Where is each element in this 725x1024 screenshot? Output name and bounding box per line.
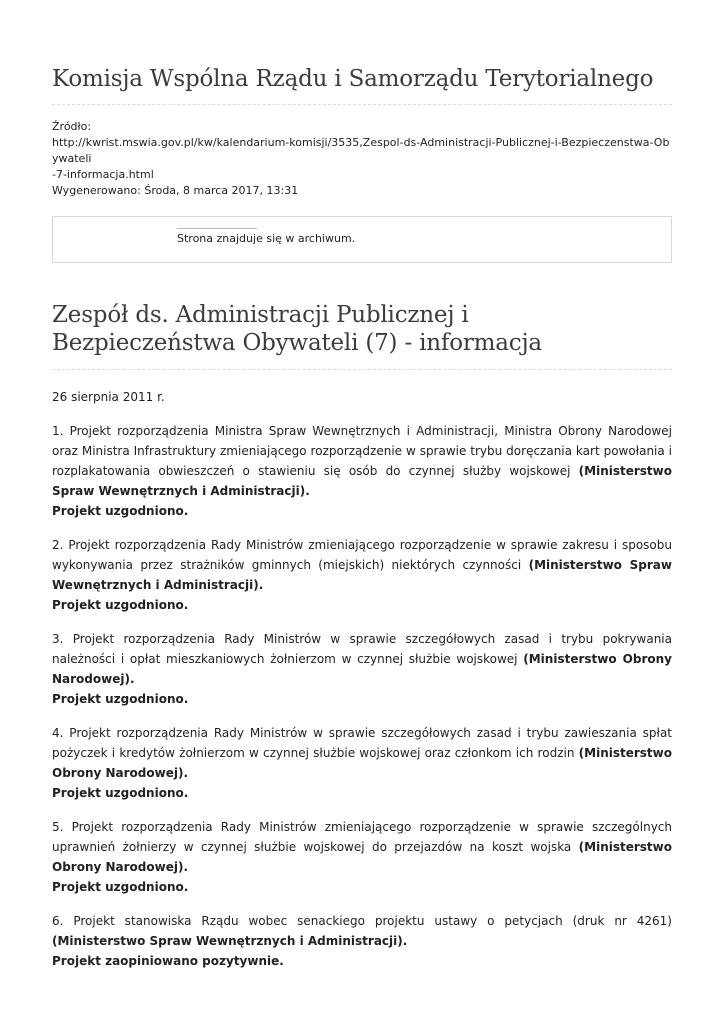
- site-title: Komisja Wspólna Rządu i Samorządu Terytorialnego: [52, 66, 654, 92]
- agenda-item-text: 3. Projekt rozporządzenia Rady Ministrów w sprawie szczegółowych zasad i trybu pokrywania należności i opłat mieszkaniowych żołnierzom w czynnej służbie wojskowej: [52, 632, 672, 666]
- agenda-item-ministry: (Ministerstwo Obrony Narodowej).: [52, 652, 672, 686]
- source-meta: [52, 119, 672, 199]
- agenda-item: [52, 817, 672, 897]
- agenda-item-result: Projekt uzgodniono.: [52, 504, 189, 518]
- article-divider: [52, 369, 672, 370]
- agenda-item-text: 6. Projekt stanowiska Rządu wobec senackiego projektu ustawy o petycjach (druk nr 4261): [52, 914, 672, 928]
- agenda-item: [52, 723, 672, 803]
- agenda-item-ministry: (Ministerstwo Spraw Wewnętrznych i Administracji).: [52, 934, 408, 948]
- agenda-item-ministry: (Ministerstwo Spraw Wewnętrznych i Administracji).: [52, 464, 672, 498]
- agenda-item-text: 4. Projekt rozporządzenia Rady Ministrów w sprawie szczegółowych zasad i trybu zawieszania spłat pożyczek i kredytów żołnierzom w czynnej służbie wojskowej oraz członkom ich rodzin: [52, 726, 672, 760]
- page: [52, 0, 672, 985]
- source-url-line1[interactable]: http://kwrist.mswia.gov.pl/kw/kalendarium-komisji/3535,Zespol-ds-Administracji-Publicznej-i-Bezpieczenstwa-Obywateli: [52, 136, 670, 165]
- agenda-item-text: 5. Projekt rozporządzenia Rady Ministrów zmieniającego rozporządzenie w sprawie szczególnych uprawnień żołnierzy w czynnej służbie wojskowej do przejazdów na koszt wojska: [52, 820, 672, 854]
- agenda-item-ministry: (Ministerstwo Spraw Wewnętrznych i Administracji).: [52, 558, 672, 592]
- agenda-items: [52, 421, 672, 971]
- agenda-item: [52, 629, 672, 709]
- agenda-item-text: 2. Projekt rozporządzenia Rady Ministrów zmieniającego rozporządzenie w sprawie zakresu i sposobu wykonywania przez strażników gminnych (miejskich) niektórych czynności: [52, 538, 672, 572]
- archive-notice: Strona znajduje się w archiwum.: [177, 232, 356, 245]
- source-label: Źródło:: [52, 120, 92, 133]
- agenda-item-result: Projekt uzgodniono.: [52, 598, 189, 612]
- agenda-item-text: 1. Projekt rozporządzenia Ministra Spraw Wewnętrznych i Administracji, Ministra Obrony Narodowej oraz Ministra Infrastruktury zmieniającego rozporządzenie w sprawie trybu doręczania kart powołania i rozplakatowania obwieszczeń o stawieniu się osób do czynnej służby wojskowej: [52, 424, 672, 478]
- agenda-item-result: Projekt uzgodniono.: [52, 692, 189, 706]
- archive-notice-box: [52, 216, 672, 263]
- agenda-item: [52, 911, 672, 971]
- agenda-item-ministry: (Ministerstwo Obrony Narodowej).: [52, 840, 672, 874]
- agenda-item-result: Projekt uzgodniono.: [52, 786, 189, 800]
- agenda-item: [52, 535, 672, 615]
- article-date: 26 sierpnia 2011 r.: [52, 390, 165, 404]
- article-title: [52, 301, 672, 357]
- article-title-line2: Bezpieczeństwa Obywateli (7) - informacja: [52, 330, 542, 356]
- agenda-item-ministry: (Ministerstwo Obrony Narodowej).: [52, 746, 672, 780]
- article-title-line1: Zespół ds. Administracji Publicznej i: [52, 302, 469, 328]
- agenda-item-result: Projekt uzgodniono.: [52, 880, 189, 894]
- title-divider: [52, 104, 672, 105]
- archive-rule: [177, 228, 257, 229]
- source-url[interactable]: [52, 135, 672, 183]
- agenda-item: [52, 421, 672, 521]
- generated-timestamp: Wygenerowano: Środa, 8 marca 2017, 13:31: [52, 184, 299, 197]
- source-url-line2[interactable]: -7-informacja.html: [52, 168, 154, 181]
- agenda-item-result: Projekt zaopiniowano pozytywnie.: [52, 954, 284, 968]
